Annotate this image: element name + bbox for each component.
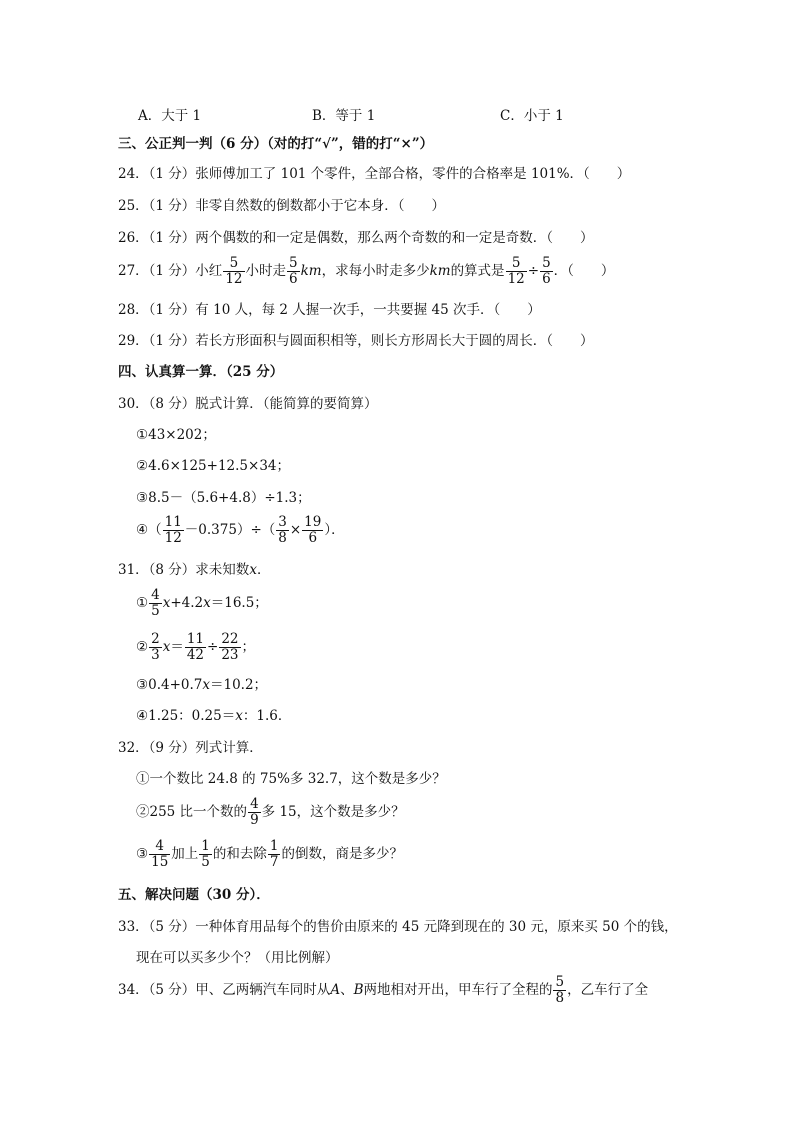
q31-item2-f1-num: 2 [151,631,160,647]
q31-item1-var2: x [203,595,211,611]
q31-item-3 [136,675,267,695]
q31-stem-pre: 31．（8 分）求未知数 [118,562,250,578]
q34-var2: B [353,982,364,998]
q27-fraction-4 [540,256,553,287]
q31-item2-fraction-1 [149,632,162,663]
question-27 [118,256,614,287]
q32-item3-fraction-2 [199,839,212,870]
q30-item-3: ③8.5－（5.6+4.8）÷1.3； [136,490,311,506]
q31-item2-fraction-3 [219,632,240,663]
q31-item2-fraction-2 [185,632,206,663]
question-33-line-1: 33．（5 分）一种体育用品每个的售价由原来的 45 元降到现在的 30 元，原来买 50 个的钱， [118,919,678,935]
q34-var1: A [330,982,341,998]
q31-item2-f1-den: 3 [151,647,160,663]
q31-item-1 [136,588,268,619]
q34-mid1: 、 [340,982,354,998]
q31-item1-f-num: 4 [151,587,160,603]
q32-item3-fraction-3 [268,839,281,870]
q30-item4-fraction-3 [302,515,323,546]
q34-suf: ，乙车行了全 [567,982,649,998]
q32-item2-suf: 多 15，这个数是多少？ [261,804,405,820]
q31-item2-f3-num: 22 [221,631,239,647]
q23-option-c: C．小于 1 [500,108,564,124]
question-28: 28．（1 分）有 10 人，每 2 人握一次手，一共要握 45 次手．（ ） [118,302,541,318]
q32-item3-mid1: 加上 [171,846,199,862]
q27-f1-den: 12 [225,271,243,287]
q31-item4-pre: ④1.25：0.25＝ [136,708,236,724]
q27-unit2: km [429,263,451,279]
q32-item3-f1-den: 15 [151,854,169,870]
q32-item-3 [136,839,403,870]
q34-mid2: 两地相对开出，甲车行了全程的 [363,982,553,998]
question-25: 25．（1 分）非零自然数的倒数都小于它本身．（ ） [118,198,446,214]
q31-item1-f-den: 5 [151,603,160,619]
q31-item2-pre: ② [136,639,149,655]
q32-item3-f3-den: 7 [269,854,279,870]
question-31-stem [118,560,270,580]
q31-item2-f2-num: 11 [186,631,205,647]
q27-prefix: 27．（1 分）小红 [118,263,223,279]
q34-pre: 34．（5 分）甲、乙两辆汽车同时从 [118,982,331,998]
q31-item1-pre: ① [136,595,149,611]
q27-mid1: 小时走 [245,263,286,279]
q31-item2-f3-den: 23 [221,647,239,663]
q31-item2-eq: ＝ [170,639,184,655]
q32-item3-f1-num: 4 [149,839,170,855]
q31-item2-op: ÷ [207,639,219,655]
q27-f4-den: 6 [542,271,551,287]
q31-item-4 [136,706,291,726]
question-34 [118,975,648,1006]
section3-heading: 三、公正判一判（6 分）（对的打“√”，错的打“×”） [118,136,434,152]
section5-heading: 五、解决问题（30 分）． [118,887,270,903]
q32-item3-fraction-1 [149,839,170,870]
q27-mid2: ，求每小时走多少 [321,263,430,279]
q32-item3-suf: 的倒数，商是多少？ [281,846,403,862]
q31-item1-suf: ＝16.5； [210,595,268,611]
q30-item4-f3-den: 6 [308,530,318,546]
q30-item-1: ①43×202； [136,427,216,443]
q27-f2-num: 5 [289,255,298,271]
q32-item-1: ①一个数比 24.8 的 75%多 32.7，这个数是多少？ [136,771,446,787]
q31-item2-suf: ； [241,639,256,655]
q23-option-b: B．等于 1 [312,108,376,124]
question-32-stem: 32．（9 分）列式计算． [118,740,263,756]
q30-item4-fraction-2 [276,515,289,546]
q27-f2-den: 6 [289,271,298,287]
question-26: 26．（1 分）两个偶数的和一定是偶数，那么两个奇数的和一定是奇数．（ ） [118,230,594,246]
q31-item4-var: x [235,708,243,724]
q30-item4-mid: －0.375）÷（ [184,522,276,538]
question-30-stem: 30．（8 分）脱式计算．（能简算的要简算） [118,396,378,412]
q31-item2-f2-den: 42 [186,647,205,663]
q27-op: ÷ [527,263,540,279]
q32-item2-f-num: 4 [250,796,259,812]
q30-item4-f2-num: 3 [278,514,287,530]
q32-item3-mid2: 的和去除 [212,846,267,862]
q32-item3-f3-num: 1 [269,838,279,854]
question-29: 29．（1 分）若长方形面积与圆面积相等，则长方形周长大于圆的周长．（ ） [118,333,594,349]
q31-item1-fraction [149,588,162,619]
q31-item4-suf: ：1.6． [242,708,292,724]
q34-f-num: 5 [555,974,565,990]
q31-item1-var1: x [162,595,171,611]
q30-item4-fraction-1 [163,515,184,546]
q32-item3-pre: ③ [136,846,149,862]
q27-fraction-3 [506,256,527,287]
q27-f4-num: 5 [542,255,551,271]
q32-item2-pre: ②255 比一个数的 [136,804,248,820]
q27-suffix: ．（ ） [553,263,615,279]
q30-item4-f1-den: 12 [164,530,182,546]
q30-item4-pre: ④（ [136,522,162,538]
q32-item2-fraction [248,797,261,828]
q31-stem-var: x [249,562,257,578]
q31-item1-mid: +4.2 [170,595,204,611]
q23-option-a: A．大于 1 [138,108,202,124]
q27-f3-num: 5 [506,256,527,272]
question-33-line-2: 现在可以买多少个？（用比例解） [136,950,339,966]
q32-item2-f-den: 9 [250,812,259,828]
q31-item3-suf: ＝10.2； [209,677,268,693]
q31-item2-var: x [162,639,171,655]
q27-fraction-2 [287,256,300,287]
q32-item3-f2-den: 5 [201,854,210,870]
section4-heading: 四、认真算一算．（25 分） [118,364,284,380]
q30-item4-f3-num: 19 [304,514,322,530]
q30-item-2: ②4.6×125+12.5×34； [136,458,291,474]
q30-item4-op: × [289,522,302,538]
q31-item-2 [136,632,255,663]
q30-item4-f1-num: 11 [164,514,182,530]
q27-f3-den: 12 [507,271,525,287]
q27-fraction-1 [223,256,244,287]
q32-item3-f2-num: 1 [201,838,210,854]
q27-unit1: km [300,263,322,279]
q30-item-4 [136,515,345,546]
q34-fraction [553,975,566,1006]
q31-item3-var: x [202,677,210,693]
q30-item4-suf: ）． [324,522,345,538]
q30-item4-f2-den: 8 [278,530,287,546]
q34-f-den: 8 [555,990,565,1006]
q27-f1-num: 5 [223,256,244,272]
question-24: 24．（1 分）张师傅加工了 101 个零件，全部合格，零件的合格率是 101%．（ ） [118,166,631,182]
q27-mid3: 的算式是 [450,263,505,279]
q31-item3-pre: ③0.4+0.7 [136,677,203,693]
q32-item-2 [136,797,405,828]
q31-stem-suf: ． [256,562,271,578]
